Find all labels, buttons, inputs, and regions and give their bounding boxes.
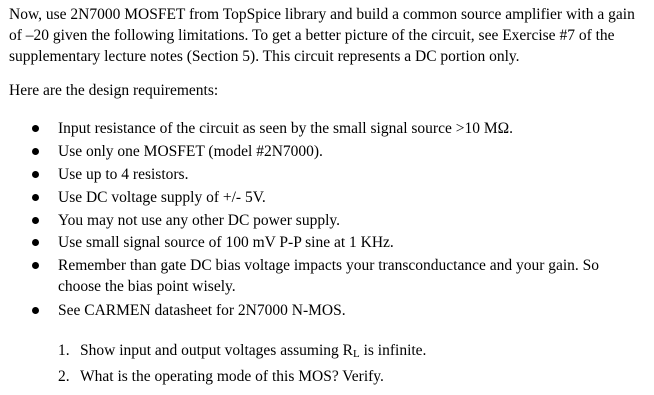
task-text-after: is infinite. (359, 342, 427, 359)
task-subscript: L (352, 348, 360, 360)
requirement-text: Use only one MOSFET (model #2N7000). (58, 142, 323, 160)
bullet-icon (32, 262, 39, 269)
requirement-item (0, 164, 628, 185)
task-text: What is the operating mode of this MOS? Verify. (80, 368, 384, 385)
requirements-heading: Here are the design requirements: (9, 82, 219, 99)
task-list (0, 340, 654, 388)
task-item (0, 340, 654, 365)
bullet-icon (32, 171, 39, 178)
requirement-item (0, 255, 628, 297)
task-text (80, 342, 426, 359)
bullet-icon (32, 194, 39, 201)
requirement-text: Input resistance of the circuit as seen by the small signal source >10 MΩ. (58, 120, 514, 137)
task-text-before: Show input and output voltages assuming R (80, 342, 353, 359)
task-number: 2. (58, 368, 70, 385)
requirement-item (0, 118, 628, 139)
task-number: 1. (58, 342, 70, 359)
requirement-item (0, 232, 628, 253)
bullet-icon (32, 148, 39, 155)
bullet-icon (32, 125, 39, 132)
requirement-text: Use small signal source of 100 mV P-P sine at 1 KHz. (58, 234, 394, 252)
requirement-text: Use DC voltage supply of +/- 5V. (58, 188, 266, 206)
requirement-text: You may not use any other DC power supply. (58, 211, 340, 229)
requirement-item (0, 141, 628, 162)
requirement-text: See CARMEN datasheet for 2N7000 N-MOS. (58, 302, 346, 320)
requirement-text: Use up to 4 resistors. (58, 165, 189, 183)
requirement-item (0, 187, 628, 208)
requirements-list (0, 118, 654, 323)
bullet-icon (32, 217, 39, 224)
requirement-item (0, 300, 628, 321)
requirement-item (0, 210, 628, 231)
bullet-icon (32, 239, 39, 246)
intro-paragraph: Now, use 2N7000 MOSFET from TopSpice library and build a common source amplifier with a gain of –20 given the following limitations. To get a better picture of the circuit, see Exercise #7 of the supplementary lecture notes (Section 5). This circuit represents a DC portion only. (9, 6, 635, 65)
requirement-text: Remember than gate DC bias voltage impacts your transconductance and your gain. So choose the bias point wisely. (58, 257, 600, 296)
task-item (0, 366, 654, 387)
bullet-icon (32, 307, 39, 314)
